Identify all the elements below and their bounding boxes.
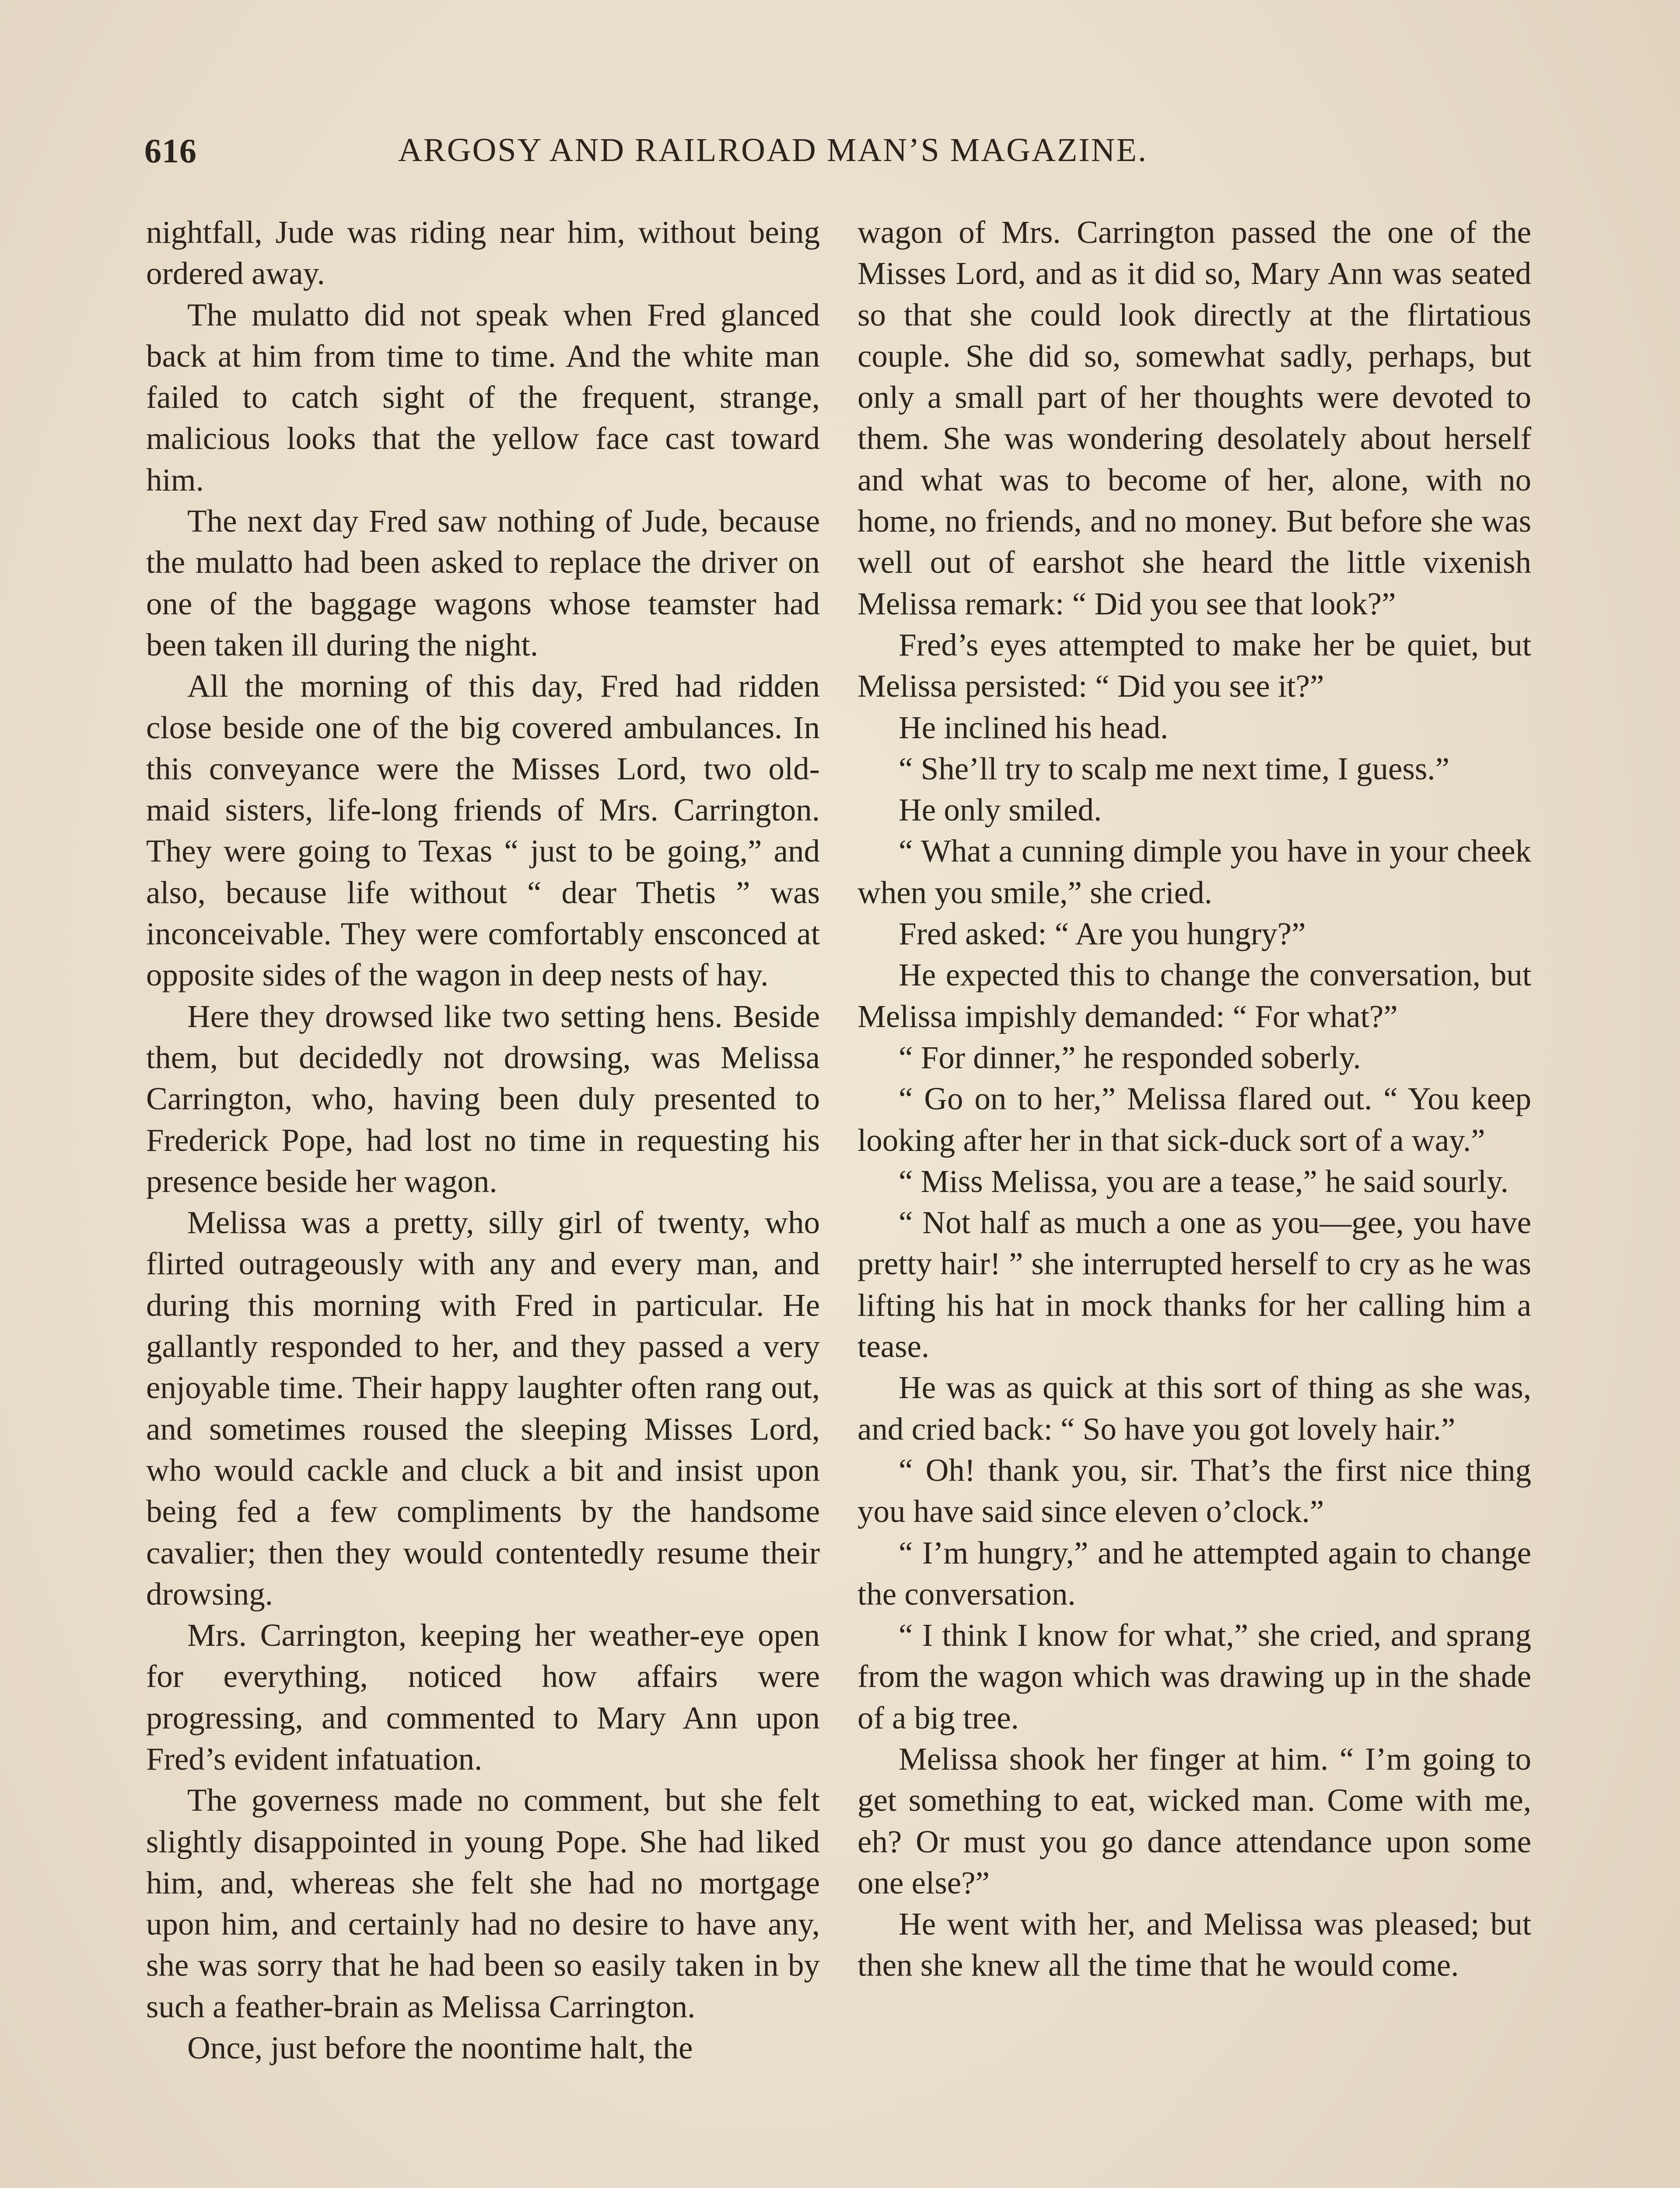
page-number: 616 — [144, 132, 197, 170]
paragraph: He only smiled. — [899, 792, 1102, 828]
paragraph: Mrs. Carrington, keeping her weather-eye open for everything, noticed how affairs were progressing, and commented to Mary Ann upon Fred’s evident infatuation. — [146, 1617, 820, 1777]
paragraph: Once, just before the noontime halt, the — [187, 2030, 693, 2066]
paragraph: The mulatto did not speak when Fred glanced back at him from time to time. And the white man failed to catch sight of the frequent, strange, malicious looks that the yellow face cast toward him. — [146, 297, 820, 498]
left-column — [146, 212, 820, 2069]
paragraph: The governess made no comment, but she felt slightly disappointed in young Pope. She had liked him, and, whereas she felt she had no mortgage upon him, and certainly had no desire to have any, she was sorry that he had been so easily taken in by such a feather-brain as Melissa Carrington. — [146, 1782, 820, 2024]
paragraph: He expected this to change the conversation, but Melissa impishly demanded: “ For what?” — [858, 957, 1531, 1034]
paragraph: Melissa was a pretty, silly girl of twenty, who flirted outrageously with any and every man, and during this morning with Fred in particular. He gallantly responded to her, and they passed a very enjoyable time. Their happy laughter often rang out, and sometimes roused the sleeping Misses Lord, who would cackle and cluck a bit and insist upon being fed a few compliments by the handsome cavalier; then they would contentedly resume their drowsing. — [146, 1205, 820, 1612]
paragraph: nightfall, Jude was riding near him, without being ordered away. — [146, 214, 820, 291]
paragraph: “ Miss Melissa, you are a tease,” he said sourly. — [899, 1163, 1509, 1199]
paragraph: “ What a cunning dimple you have in your cheek when you smile,” she cried. — [858, 833, 1531, 910]
paragraph: “ I think I know for what,” she cried, and sprang from the wagon which was drawing up in the shade of a big tree. — [858, 1617, 1531, 1736]
paragraph: Melissa shook her finger at him. “ I’m going to get something to eat, wicked man. Come with me, eh? Or must you go dance attendance upon some one else?” — [858, 1741, 1531, 1900]
running-head: ARGOSY AND RAILROAD MAN’S MAGAZINE. — [398, 132, 1148, 168]
paragraph: “ Not half as much a one as you—gee, you have pretty hair! ” she interrupted herself to cry as he was lifting his hat in mock thanks for her calling him a tease. — [858, 1205, 1531, 1364]
page-header — [144, 131, 1404, 179]
paragraph: “ Go on to her,” Melissa flared out. “ You keep looking after her in that sick-duck sort of a way.” — [858, 1081, 1531, 1158]
paragraph: All the morning of this day, Fred had ridden close beside one of the big covered ambulances. In this conveyance were the Misses Lord, two old-maid sisters, life-long friends of Mrs. Carrington. They were going to Texas “ just to be going,” and also, because life without “ dear Thetis ” was inconceivable. They were comfortably ensconced at opposite sides of the wagon in deep nests of hay. — [146, 668, 820, 993]
paragraph: “ Oh! thank you, sir. That’s the first nice thing you have said since eleven o’clock.” — [858, 1452, 1531, 1529]
paragraph: Fred asked: “ Are you hungry?” — [899, 916, 1306, 952]
paragraph: “ She’ll try to scalp me next time, I guess.” — [899, 750, 1449, 786]
paragraph: “ For dinner,” he responded soberly. — [899, 1039, 1361, 1075]
paragraph: “ I’m hungry,” and he attempted again to change the conversation. — [858, 1535, 1531, 1612]
paragraph: The next day Fred saw nothing of Jude, because the mulatto had been asked to replace the driver on one of the baggage wagons whose teamster had been taken ill during the night. — [146, 503, 820, 663]
paragraph: He was as quick at this sort of thing as she was, and cried back: “ So have you got lovely hair.” — [858, 1370, 1531, 1447]
paragraph: wagon of Mrs. Carrington passed the one of the Misses Lord, and as it did so, Mary Ann was seated so that she could look directly at the flirtatious couple. She did so, somewhat sadly, perhaps, but only a small part of her thoughts were devoted to them. She was wondering desolately about herself and what was to become of her, alone, with no home, no friends, and no money. But before she was well out of earshot she heard the little vixenish Melissa remark: “ Did you see that look?” — [858, 214, 1531, 621]
paragraph: He went with her, and Melissa was pleased; but then she knew all the time that he would come. — [858, 1906, 1531, 1983]
paragraph: Here they drowsed like two setting hens. Beside them, but decidedly not drowsing, was Melissa Carrington, who, having been duly presented to Frederick Pope, had lost no time in requesting his presence beside her wagon. — [146, 998, 820, 1199]
paragraph: Fred’s eyes attempted to make her be quiet, but Melissa persisted: “ Did you see it?” — [858, 627, 1531, 704]
paragraph: He inclined his head. — [899, 709, 1169, 745]
right-column — [858, 212, 1531, 1986]
